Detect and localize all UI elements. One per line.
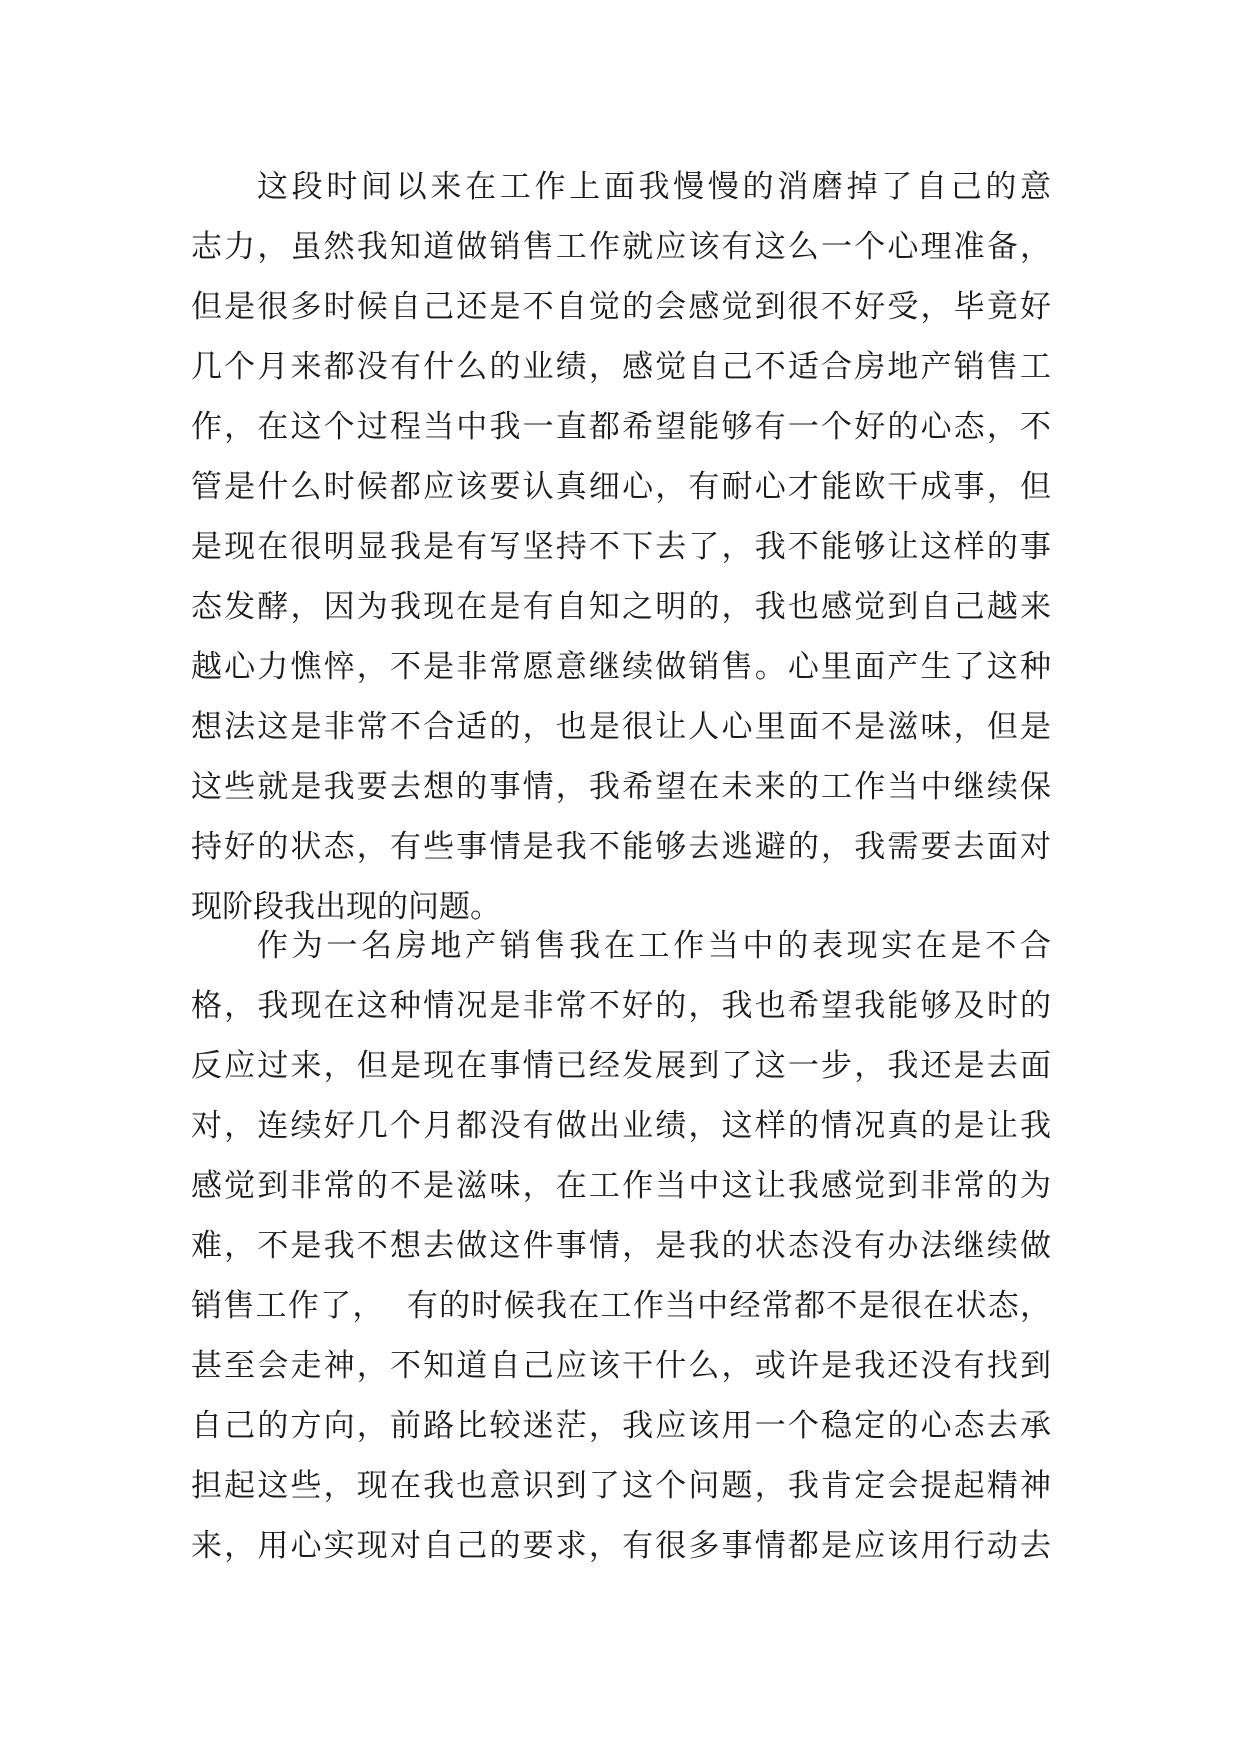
paragraph-line: 志力，虽然我知道做销售工作就应该有这么一个心理准备，: [191, 229, 1051, 265]
paragraph-line: 这段时间以来在工作上面我慢慢的消磨掉了自己的意: [257, 169, 1051, 205]
paragraph-line: 现阶段我出现的问题。: [191, 889, 501, 925]
paragraph-line: 反应过来，但是现在事情已经发展到了这一步，我还是去面: [191, 1048, 1051, 1084]
paragraph-line: 来，用心实现对自己的要求，有很多事情都是应该用行动去: [191, 1528, 1051, 1564]
paragraph-line: 管是什么时候都应该要认真细心，有耐心才能欧干成事，但: [191, 469, 1051, 505]
paragraph-line: 难，不是我不想去做这件事情，是我的状态没有办法继续做: [191, 1228, 1051, 1264]
paragraph-line: 这些就是我要去想的事情，我希望在未来的工作当中继续保: [191, 769, 1051, 805]
paragraph-1: [191, 157, 1051, 937]
paragraph-line: 自己的方向，前路比较迷茫，我应该用一个稳定的心态去承: [191, 1408, 1051, 1444]
paragraph-line: 担起这些，现在我也意识到了这个问题，我肯定会提起精神: [191, 1468, 1051, 1504]
paragraph-line: 作为一名房地产销售我在工作当中的表现实在是不合: [257, 928, 1051, 964]
paragraph-line: 几个月来都没有什么的业绩，感觉自己不适合房地产销售工: [191, 349, 1051, 385]
paragraph-line: 甚至会走神，不知道自己应该干什么，或许是我还没有找到: [191, 1348, 1051, 1384]
paragraph-line: 销售工作了， 有的时候我在工作当中经常都不是很在状态，: [191, 1288, 1051, 1324]
paragraph-line: 想法这是非常不合适的，也是很让人心里面不是滋味，但是: [191, 709, 1051, 745]
paragraph-line: 持好的状态，有些事情是我不能够去逃避的，我需要去面对: [191, 829, 1051, 865]
paragraph-line: 态发酵，因为我现在是有自知之明的，我也感觉到自己越来: [191, 589, 1051, 625]
paragraph-line: 感觉到非常的不是滋味，在工作当中这让我感觉到非常的为: [191, 1168, 1051, 1204]
paragraph-line: 对，连续好几个月都没有做出业绩，这样的情况真的是让我: [191, 1108, 1051, 1144]
paragraph-line: 越心力憔悴，不是非常愿意继续做销售。心里面产生了这种: [191, 649, 1051, 685]
paragraph-line: 作，在这个过程当中我一直都希望能够有一个好的心态，不: [191, 409, 1051, 445]
paragraph-line: 是现在很明显我是有写坚持不下去了，我不能够让这样的事: [191, 529, 1051, 565]
paragraph-line: 但是很多时候自己还是不自觉的会感觉到很不好受，毕竟好: [191, 289, 1051, 325]
paragraph-line: 格，我现在这种情况是非常不好的，我也希望我能够及时的: [191, 988, 1051, 1024]
paragraph-2: [191, 916, 1051, 1576]
